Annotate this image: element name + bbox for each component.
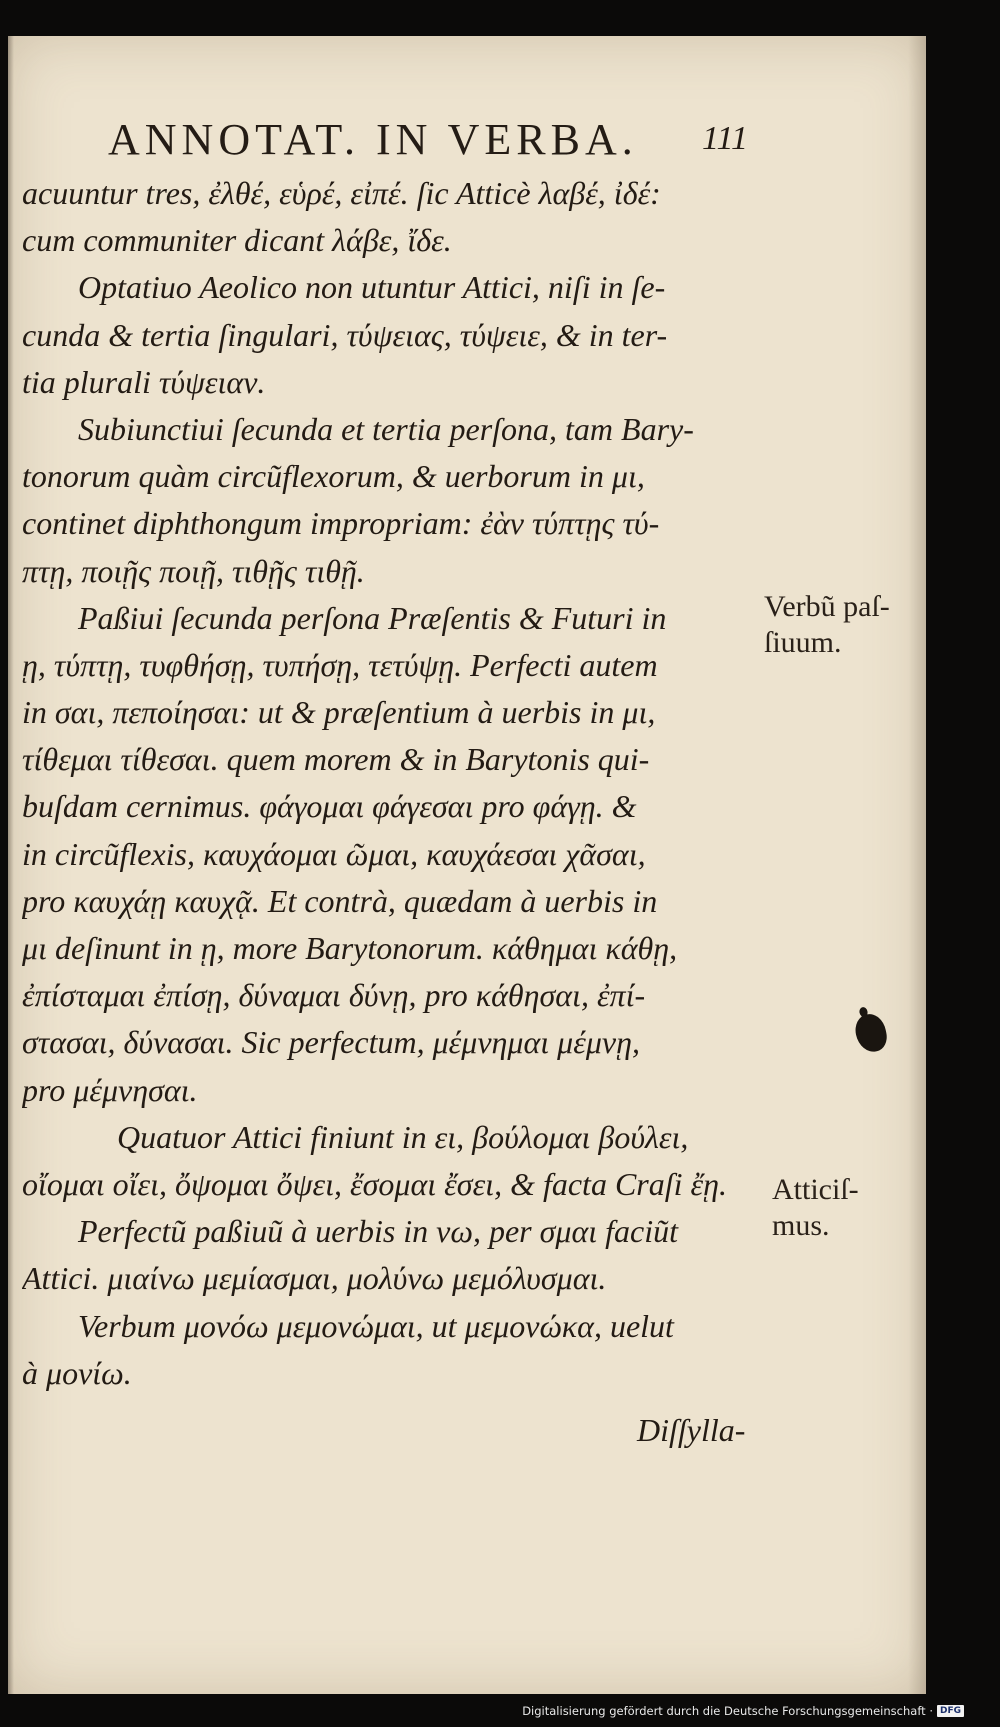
digitization-footer: [522, 1704, 964, 1718]
book-page: [8, 36, 926, 1694]
text-line: μι deſinunt in ῃ, more Barytonorum. κάθημαι κάθῃ,: [22, 930, 678, 966]
text-line: tonorum quàm circũflexorum, & uerborum in μι,: [22, 458, 645, 495]
margin-note-passive-verb: [764, 589, 890, 661]
text-line: στασαι, δύνασαι. Sic perfectum, μέμνημαι μέμνῃ,: [22, 1024, 640, 1061]
body-text: [22, 170, 757, 1454]
text-line: continet diphthongum impropriam: ἐὰν τύπτῃς τύ-: [22, 505, 660, 542]
margin-note-atticism: [772, 1172, 859, 1244]
text-line: ἐπίσταμαι ἐπίσῃ, δύναμαι δύνῃ, pro κάθησαι, ἐπί-: [22, 977, 646, 1014]
text-line: cunda & tertia ſingulari, τύψειας, τύψειε, & in ter-: [22, 316, 668, 353]
text-line: ῃ, τύπτῃ, τυφθήσῃ, τυπήσῃ, τετύψῃ. Perfecti autem: [22, 646, 658, 683]
text-line: pro μέμνησαι.: [22, 1071, 198, 1108]
text-line: acuuntur tres, ἐλθέ, εὑρέ, εἰπέ. ſic Atticè λαβέ, ἰδέ:: [22, 175, 661, 211]
text-line: τίθεμαι τίθεσαι. quem morem & in Barytonis qui-: [22, 741, 650, 778]
text-line: Subiunctiui ſecunda et tertia perſona, tam Bary-: [78, 410, 694, 447]
dfg-logo-icon: DFG: [937, 1705, 964, 1717]
text-line: in circũflexis, καυχάομαι ῶμαι, καυχάεσαι χᾶσαι,: [22, 835, 646, 872]
margin-note-line: Verbũ paſ-: [764, 590, 890, 623]
text-line: Perfectũ paßiuũ à uerbis in νω, per σμαι faciũt: [78, 1213, 679, 1250]
margin-note-line: Atticiſ-: [772, 1173, 859, 1206]
catchword: Diſſylla-: [637, 1411, 746, 1448]
margin-note-line: ſiuum.: [764, 626, 842, 659]
text-lines-container: [22, 170, 757, 1397]
funding-notice: Digitalisierung gefördert durch die Deutsche Forschungsgemeinschaft ·: [522, 1704, 933, 1718]
page-gutter-shadow: [8, 36, 14, 1694]
text-line: Optatiuo Aeolico non utuntur Attici, niſi in ſe-: [78, 269, 666, 306]
text-line: cum communiter dicant λάβε, ἴδε.: [22, 222, 452, 259]
text-line: οἴομαι οἴει, ὄψομαι ὄψει, ἔσομαι ἔσει, & facta Craſi ἔῃ.: [22, 1165, 727, 1202]
text-line: tia plurali τύψειαν.: [22, 363, 266, 400]
text-line: πτῃ, ποιῇς ποιῇ, τιθῇς τιθῇ.: [22, 552, 365, 589]
text-line: pro καυχάῃ καυχᾷ. Et contrà, quædam à uerbis in: [22, 882, 658, 919]
page-header: [108, 110, 748, 170]
text-line: Attici. μιαίνω μεμίασμαι, μολύνω μεμόλυσμαι.: [22, 1260, 607, 1297]
spacer: [22, 1397, 757, 1407]
text-line: Quatuor Attici finiunt in ει, βούλομαι βούλει,: [117, 1118, 689, 1155]
text-line: Paßiui ſecunda perſona Præſentis & Futuri in: [78, 599, 667, 636]
text-line: in σαι, πεποίησαι: ut & præſentium à uerbis in μι,: [22, 694, 656, 731]
running-title: ANNOTAT. IN VERBA.: [108, 115, 638, 164]
ink-blot: [852, 1011, 889, 1054]
margin-note-line: mus.: [772, 1209, 830, 1242]
text-line: à μονίω.: [22, 1354, 132, 1391]
page-number: 111: [702, 120, 748, 157]
text-line: Verbum μονόω μεμονώμαι, ut μεμονώκα, uelut: [78, 1307, 674, 1344]
text-line: buſdam cernimus. φάγομαι φάγεσαι pro φάγῃ. &: [22, 788, 637, 825]
